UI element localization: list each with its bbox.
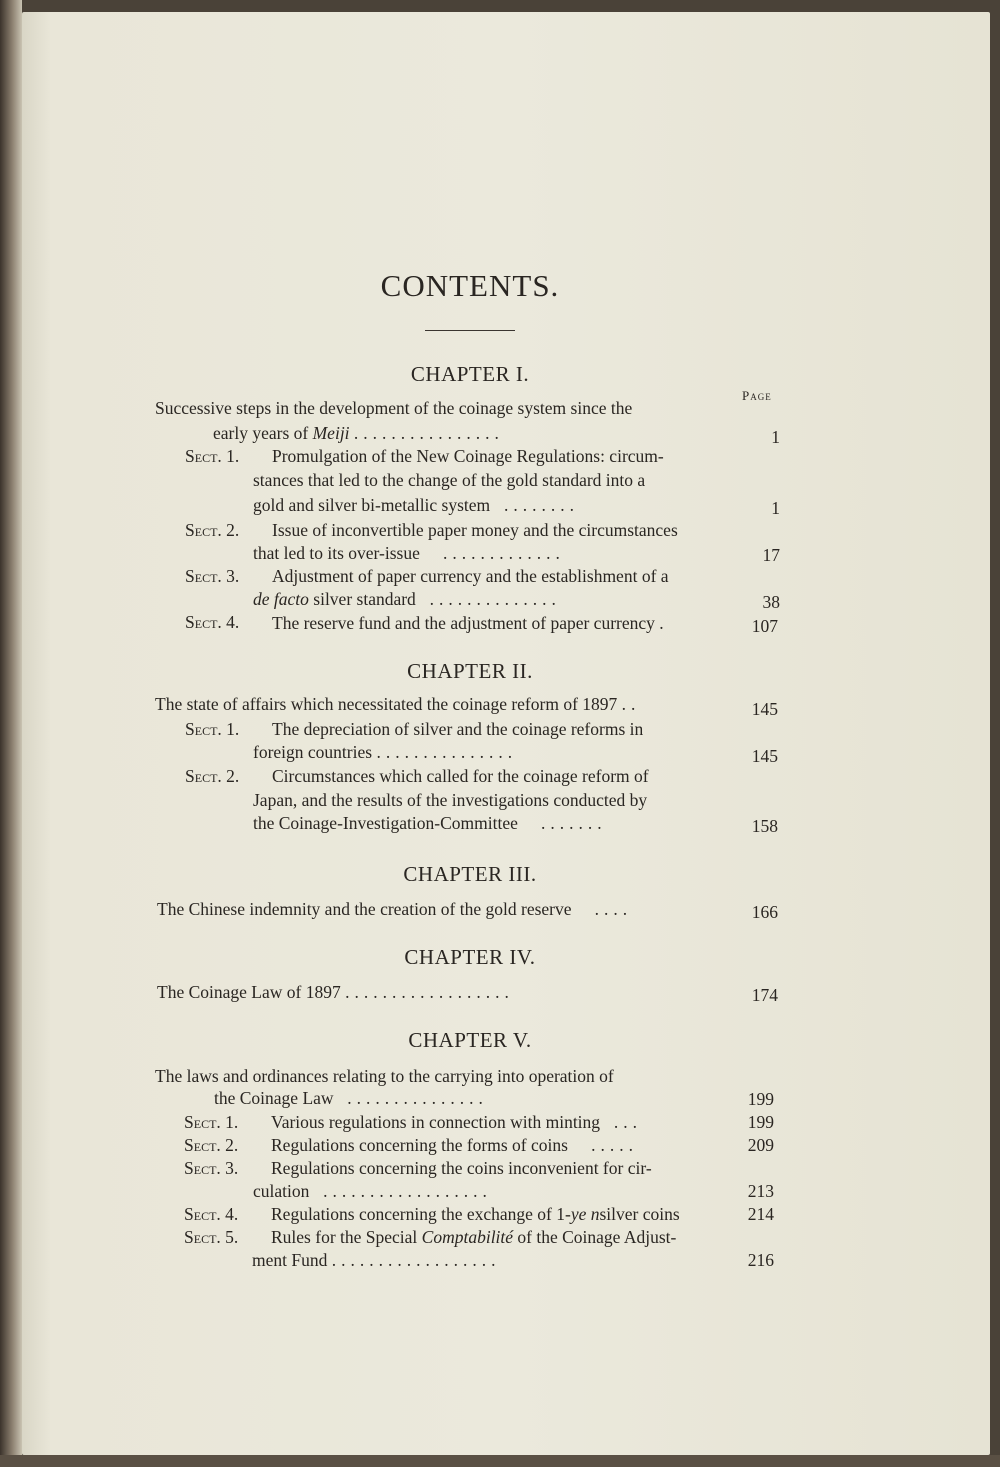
entry-text: stances that led to the change of the gold standard into a [253, 470, 646, 490]
entry-text: ment Fund .................. [252, 1250, 501, 1270]
section-label: Sect. 2. [184, 1135, 239, 1155]
entry-text: The state of affairs which necessitated the coinage reform of 1897 .. [155, 694, 641, 714]
page-number: 158 [751, 816, 778, 836]
entry-text: Circumstances which called for the coinage reform of [272, 766, 649, 786]
chapter-heading: CHAPTER III. [403, 862, 537, 886]
entry-text: The Chinese indemnity and the creation of the gold reserve .... [157, 899, 633, 919]
page-number: 214 [747, 1204, 774, 1224]
entry-text: The depreciation of silver and the coinage reforms in [272, 719, 644, 739]
entry-text: Adjustment of paper currency and the establishment of a [272, 566, 669, 586]
section-label: Sect. 2. [185, 520, 240, 540]
page-number: 199 [747, 1089, 774, 1109]
page-number: 216 [747, 1250, 774, 1270]
page-number: 174 [751, 985, 778, 1005]
entry-text: Regulations concerning the coins inconvenient for cir- [271, 1158, 652, 1178]
page-number: 1 [771, 498, 780, 518]
section-label: Sect. 4. [184, 1204, 239, 1224]
entry-text: Japan, and the results of the investigations conducted by [253, 790, 648, 810]
page-column-label: Page [742, 388, 772, 403]
chapter-heading: CHAPTER V. [408, 1028, 532, 1052]
section-label: Sect. 3. [184, 1158, 239, 1178]
entry-text: de facto silver standard .............. [253, 589, 561, 609]
entry-text: culation .................. [253, 1181, 492, 1201]
entry-text: the Coinage Law ............... [214, 1088, 488, 1108]
entry-text: Regulations concerning the exchange of 1-ye nsilver coins [271, 1204, 680, 1224]
section-label: Sect. 5. [184, 1227, 239, 1247]
entry-text: Regulations concerning the forms of coins ..... [271, 1135, 638, 1155]
page-number: 107 [751, 616, 778, 636]
entry-text: Promulgation of the New Coinage Regulations: circum- [272, 446, 664, 466]
page-number: 1 [771, 427, 780, 447]
entry-text: early years of Meiji ................ [213, 423, 504, 443]
entry-text: The Coinage Law of 1897 .................. [157, 982, 514, 1002]
section-label: Sect. 3. [185, 566, 240, 586]
page-number: 199 [747, 1112, 774, 1132]
book-edge [0, 1455, 1000, 1467]
entry-text: gold and silver bi-metallic system ........ [253, 495, 579, 515]
book-spine [0, 0, 22, 1467]
section-label: Sect. 1. [184, 1112, 239, 1132]
page-number: 213 [747, 1181, 774, 1201]
page-number: 17 [762, 545, 780, 565]
page-number: 38 [762, 592, 780, 612]
chapter-heading: CHAPTER II. [407, 659, 533, 683]
entry-text: The reserve fund and the adjustment of paper currency . [272, 613, 669, 633]
entry-text: Rules for the Special Comptabilité of the Coinage Adjust- [271, 1227, 677, 1247]
entry-text: Issue of inconvertible paper money and the circumstances [272, 520, 678, 540]
page-number: 209 [747, 1135, 774, 1155]
entry-text: the Coinage-Investigation-Committee ....... [253, 813, 607, 833]
chapter-heading: CHAPTER I. [410, 362, 530, 386]
section-label: Sect. 1. [185, 719, 240, 739]
entry-text: Successive steps in the development of the coinage system since the [155, 398, 633, 418]
page-number: 145 [751, 746, 778, 766]
section-label: Sect. 4. [185, 612, 240, 632]
section-label: Sect. 2. [185, 766, 240, 786]
chapter-heading: CHAPTER IV. [404, 945, 536, 969]
title-rule [425, 330, 515, 331]
entry-text: foreign countries ............... [253, 742, 518, 762]
page-number: 166 [751, 902, 778, 922]
entry-text: The laws and ordinances relating to the carrying into operation of [155, 1066, 614, 1086]
entry-text: that led to its over-issue ............. [253, 543, 565, 563]
page-title: CONTENTS. [380, 268, 560, 303]
section-label: Sect. 1. [185, 446, 240, 466]
entry-text: Various regulations in connection with minting ... [271, 1112, 642, 1132]
page-number: 145 [751, 699, 778, 719]
